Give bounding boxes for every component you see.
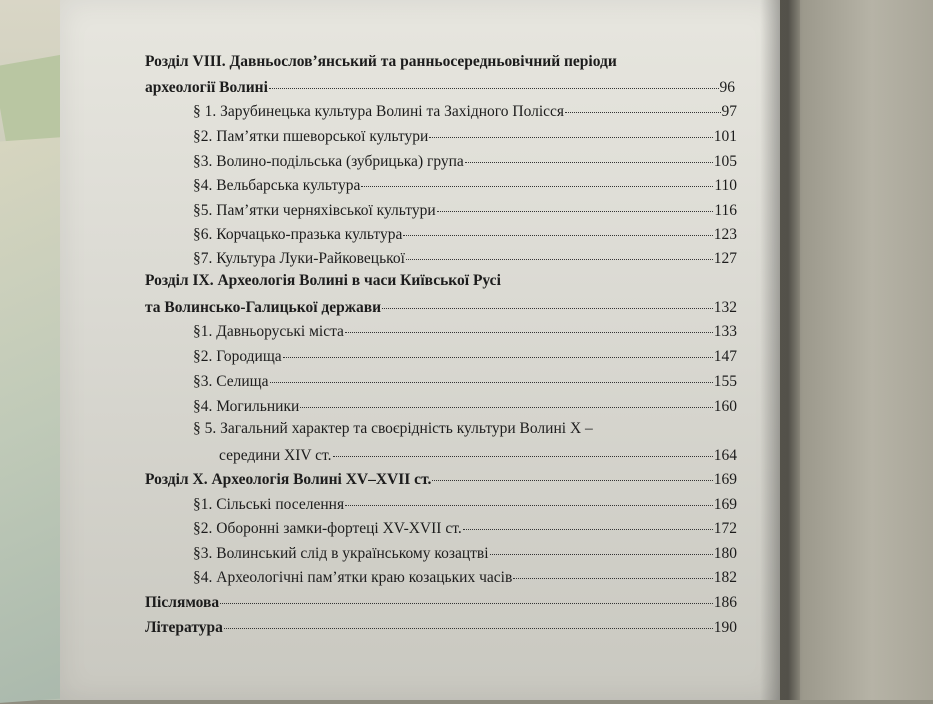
chapter-9-title-line1: Розділ IX. Археологія Волині в часи Київської Русі: [145, 272, 501, 289]
toc-entry-page: 182: [713, 568, 737, 586]
literature-page: 190: [713, 618, 737, 636]
toc-entry: [193, 396, 737, 416]
toc-entry-page: 133: [713, 322, 737, 340]
toc-entry-label: §1. Давньоруські міста: [193, 322, 344, 340]
toc-entry-label: §2. Оборонні замки-фортеці XV-XVII ст.: [193, 519, 462, 537]
toc-entry-page: 155: [713, 372, 737, 390]
toc-entry-label: §2. Городища: [193, 347, 282, 365]
toc-entry-page: 172: [713, 519, 737, 537]
toc-entry-page: 105: [713, 152, 737, 170]
toc-entry: [193, 494, 737, 514]
toc-entry: [193, 518, 737, 538]
leader-dots: [220, 589, 713, 604]
toc-entry-page: 110: [714, 176, 737, 194]
toc-entry: [193, 200, 737, 220]
toc-entry: [193, 371, 737, 391]
leader-dots: [345, 491, 713, 506]
toc-entry-label: §3. Волинський слід в українському козацтві: [193, 544, 489, 562]
toc-entry-page: 116: [714, 201, 737, 219]
toc-entry-page: 180: [713, 544, 737, 562]
leader-dots: [565, 98, 720, 113]
toc-entry: [193, 175, 737, 195]
leader-dots: [403, 221, 712, 236]
toc-entry-label: §5. Пам’ятки черняхівської культури: [193, 201, 436, 219]
leader-dots: [406, 245, 713, 260]
toc-entry-page: 127: [713, 249, 737, 267]
afterword-entry: [145, 592, 737, 612]
literature-entry: [145, 617, 737, 637]
leader-dots: [270, 368, 713, 383]
leader-dots: [361, 172, 713, 187]
leader-dots: [345, 318, 713, 333]
toc-entry-label: §4. Могильники: [193, 397, 300, 415]
leader-dots: [432, 466, 712, 481]
chapter-8-page: 96: [719, 78, 735, 96]
toc-entry: [193, 567, 737, 587]
toc-entry: [193, 321, 737, 341]
chapter-10-title-text: Розділ X. Археологія Волині XV–XVII ст.: [145, 470, 432, 488]
chapter-9-title-line2: [145, 297, 737, 317]
chapter-8-title-line1: Розділ VIII. Давньослов’янський та ранньосередньовічний періоди: [145, 53, 617, 70]
toc-entry-page: 164: [713, 446, 737, 464]
leader-dots: [333, 442, 713, 457]
toc-entry: [193, 248, 737, 268]
chapter-10-title: [145, 469, 737, 489]
toc-entry: [193, 543, 737, 563]
toc-entry: [193, 101, 737, 121]
leader-dots: [463, 515, 713, 530]
leader-dots: [513, 564, 712, 579]
toc-entry: [193, 126, 737, 146]
afterword-page: 186: [713, 593, 737, 611]
leader-dots: [382, 294, 713, 309]
toc-entry-label: §3. Селища: [193, 372, 269, 390]
toc-entry-label: § 1. Зарубинецька культура Волині та Західного Полісся: [193, 102, 565, 120]
leader-dots: [300, 393, 712, 408]
leader-dots: [269, 74, 719, 89]
leader-dots: [429, 123, 712, 138]
toc-entry-label: §7. Культура Луки-Райковецької: [193, 249, 405, 267]
toc-entry-label: §3. Волино-подільська (зубрицька) група: [193, 152, 464, 170]
leader-dots: [490, 540, 713, 555]
chapter-9-page: 132: [713, 298, 737, 316]
leader-dots: [224, 614, 713, 629]
toc-entry: [193, 445, 737, 465]
toc-entry-label: середини XIV ст.: [219, 446, 332, 464]
leader-dots: [465, 148, 713, 163]
afterword-label: Післямова: [145, 593, 220, 611]
chapter-8-title-text: археології Волині: [145, 78, 268, 96]
toc-entry-page: 97: [721, 102, 737, 120]
toc-entry: [193, 346, 737, 366]
chapter-9-title-text: та Волинсько-Галицької держави: [145, 298, 382, 316]
toc-entry-page: 169: [713, 495, 737, 513]
toc-entry-page: 123: [713, 225, 737, 243]
leader-dots: [283, 343, 713, 358]
toc-entry-label: §1. Сільські поселення: [193, 495, 345, 513]
chapter-10-page: 169: [713, 470, 737, 488]
toc-entry-page: 160: [713, 397, 737, 415]
toc-entry-5-line1: § 5. Загальний характер та своєрідність культури Волині Х –: [193, 420, 593, 437]
toc-entry: [193, 224, 737, 244]
toc-entry-label: §6. Корчацько-празька культура: [193, 225, 403, 243]
chapter-8-title-line2: [145, 77, 735, 97]
toc-entry-label: §4. Археологічні пам’ятки краю козацьких часів: [193, 568, 513, 586]
leader-dots: [437, 197, 714, 212]
literature-label: Література: [145, 618, 223, 636]
toc-entry-label: §4. Вельбарська культура: [193, 176, 361, 194]
toc-entry-page: 147: [713, 347, 737, 365]
toc-entry-label: §2. Пам’ятки пшеворської культури: [193, 127, 429, 145]
toc-entry: [193, 151, 737, 171]
toc-entry-page: 101: [713, 127, 737, 145]
